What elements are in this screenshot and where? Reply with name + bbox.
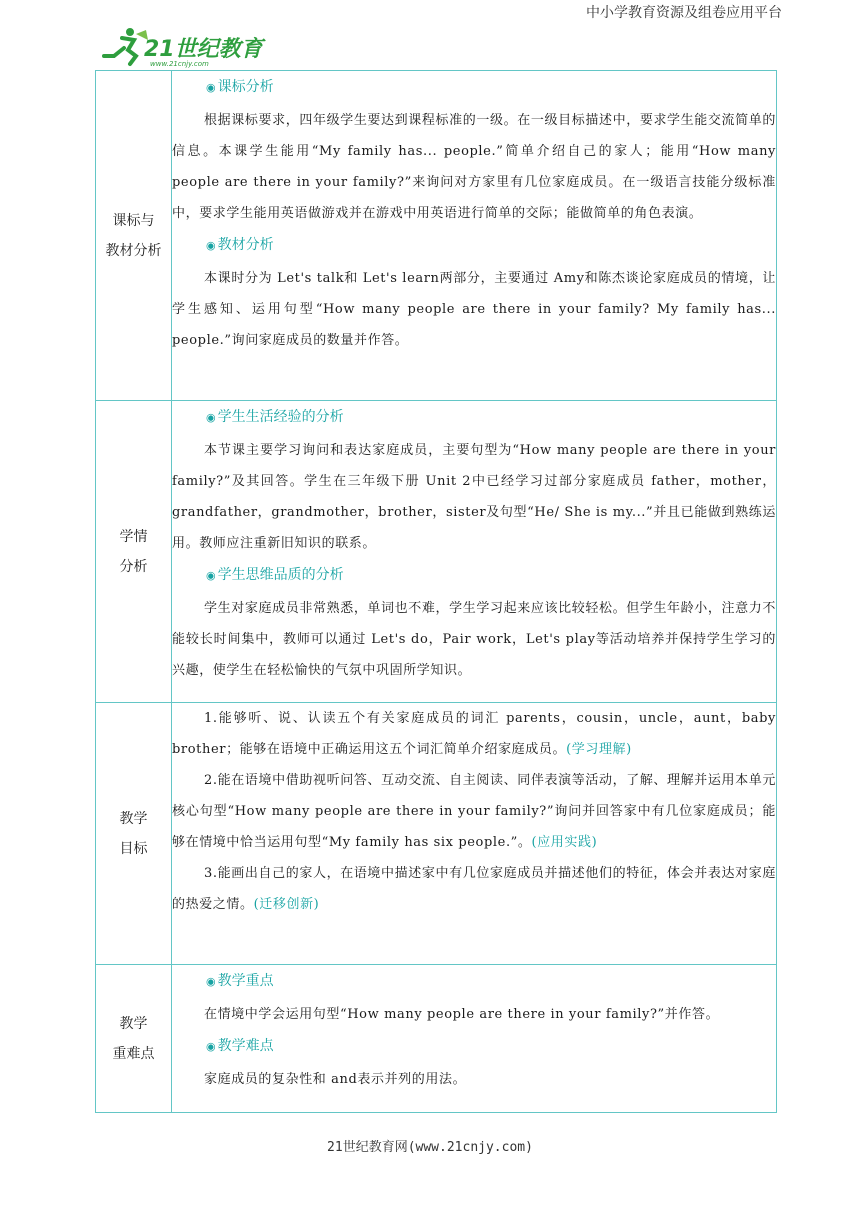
table-row bbox=[96, 71, 777, 401]
goal-category-tag: (迁移创新) bbox=[253, 897, 320, 912]
paragraph bbox=[172, 858, 776, 920]
goal-category-tag: (学习理解) bbox=[566, 742, 632, 757]
section-label-line: 目标 bbox=[119, 840, 148, 857]
section-label-line: 重难点 bbox=[112, 1045, 155, 1062]
paragraph-text: 1.能够听、说、认读五个有关家庭成员的词汇 parents，cousin，uncle，aunt，baby brother；能够在语境中正确运用这五个词汇简单介绍家庭成员。 bbox=[172, 711, 776, 757]
subhead-text: 教学难点 bbox=[217, 1038, 274, 1054]
paragraph bbox=[172, 593, 776, 686]
section-label-line: 教学 bbox=[119, 1015, 148, 1032]
subhead bbox=[206, 1034, 776, 1058]
paragraph bbox=[172, 435, 776, 559]
subhead bbox=[206, 233, 776, 257]
goal-category-tag: (应用实践) bbox=[531, 835, 598, 850]
paragraph bbox=[172, 263, 776, 356]
paragraph-text: 本课时分为 Let's talk和 Let's learn两部分，主要通过 Amy和陈杰谈论家庭成员的情境，让学生感知、运用句型“How many people are there in your family? My family has... people.”询问家庭成员的数量并作答。 bbox=[172, 271, 776, 348]
section-content bbox=[172, 401, 777, 703]
section-label-line: 分析 bbox=[119, 558, 148, 575]
runner-logo-icon bbox=[100, 26, 300, 68]
section-label-line: 教材分析 bbox=[105, 242, 162, 259]
section-content bbox=[172, 71, 777, 401]
section-label-line: 课标与 bbox=[112, 212, 155, 229]
bullet-icon: ◉ bbox=[206, 569, 216, 582]
paragraph bbox=[172, 999, 776, 1030]
subhead bbox=[206, 405, 776, 429]
footer-text: 21世纪教育网(www.21cnjy.com) bbox=[327, 1140, 533, 1155]
subhead-text: 教学重点 bbox=[217, 973, 274, 989]
subhead bbox=[206, 563, 776, 587]
subhead bbox=[206, 969, 776, 993]
bullet-icon: ◉ bbox=[206, 239, 216, 252]
section-content bbox=[172, 965, 777, 1113]
section-label bbox=[96, 965, 172, 1113]
logo-url: www.21cnjy.com bbox=[150, 60, 209, 68]
bullet-icon: ◉ bbox=[206, 411, 216, 424]
platform-title: 中小学教育资源及组卷应用平台 bbox=[586, 5, 782, 21]
section-label bbox=[96, 71, 172, 401]
table-row bbox=[96, 401, 777, 703]
bullet-icon: ◉ bbox=[206, 1040, 216, 1053]
paragraph-text: 根据课标要求，四年级学生要达到课程标准的一级。在一级目标描述中，要求学生能交流简单的信息。本课学生能用“My family has... people.”简单介绍自己的家人；能用“How many people are there in your family?”来询问对方家里有几位家庭成员。在一级语言技能分级标准中，要求学生能用英语做游戏并在游戏中用英语进行简单的交际；能做简单的角色表演。 bbox=[172, 113, 776, 221]
paragraph bbox=[172, 765, 776, 858]
paragraph-text: 本节课主要学习询问和表达家庭成员，主要句型为“How many people are there in your family?”及其回答。学生在三年级下册 Unit 2中已经学习过部分家庭成员 father，mother，grandfather，grandmother，brother，sister及句型“He/ She is my...”并且已能做到熟练运用。教师应注重新旧知识的联系。 bbox=[172, 443, 776, 551]
subhead-text: 课标分析 bbox=[217, 79, 274, 95]
subhead bbox=[206, 75, 776, 99]
paragraph-text: 2.能在语境中借助视听问答、互动交流、自主阅读、同伴表演等活动，了解、理解并运用本单元核心句型“How many people are there in your family?”询问并回答家中有几位家庭成员；能够在情境中恰当运用句型“My family has six people.”。 bbox=[172, 773, 776, 850]
section-label-line: 教学 bbox=[119, 810, 148, 827]
section-label bbox=[96, 703, 172, 965]
table-row bbox=[96, 703, 777, 965]
table-row bbox=[96, 965, 777, 1113]
logo-text: 21世纪教育 bbox=[144, 37, 263, 62]
paragraph-text: 3.能画出自己的家人，在语境中描述家中有几位家庭成员并描述他们的特征，体会并表达对家庭的热爱之情。 bbox=[172, 866, 776, 912]
paragraph bbox=[172, 105, 776, 229]
subhead-text: 学生思维品质的分析 bbox=[217, 567, 344, 583]
lesson-plan-table bbox=[95, 70, 777, 1113]
bullet-icon: ◉ bbox=[206, 975, 216, 988]
bullet-icon: ◉ bbox=[206, 81, 216, 94]
section-label-line: 学情 bbox=[119, 528, 148, 545]
section-label bbox=[96, 401, 172, 703]
section-content bbox=[172, 703, 777, 965]
paragraph-text: 在情境中学会运用句型“How many people are there in your family?”并作答。 bbox=[204, 1007, 720, 1022]
subhead-text: 学生生活经验的分析 bbox=[217, 409, 344, 425]
paragraph-text: 学生对家庭成员非常熟悉，单词也不难，学生学习起来应该比较轻松。但学生年龄小，注意力不能较长时间集中，教师可以通过 Let's do，Pair work，Let's play等活动培养并保持学生学习的兴趣，使学生在轻松愉快的气氛中巩固所学知识。 bbox=[172, 601, 776, 678]
paragraph-text: 家庭成员的复杂性和 and表示并列的用法。 bbox=[204, 1072, 467, 1087]
paragraph bbox=[172, 703, 776, 765]
paragraph bbox=[172, 1064, 776, 1095]
subhead-text: 教材分析 bbox=[217, 237, 274, 253]
site-logo bbox=[100, 26, 300, 68]
